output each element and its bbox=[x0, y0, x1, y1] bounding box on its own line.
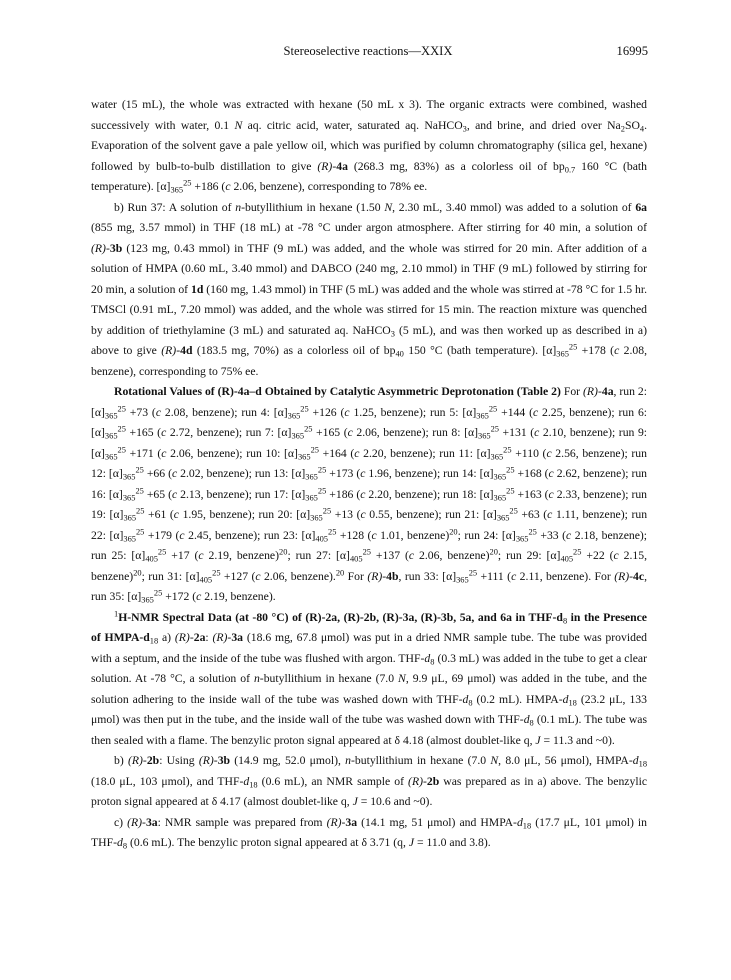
superscript-text: 25 bbox=[212, 566, 221, 577]
text-run: , run 2: [α] bbox=[91, 385, 647, 419]
text-run: +172 ( bbox=[162, 590, 197, 603]
superscript-text: 25 bbox=[468, 566, 478, 577]
subscript-text: 365 bbox=[122, 471, 136, 482]
bold-text: 4a bbox=[601, 385, 614, 398]
superscript-text: 25 bbox=[506, 484, 515, 495]
subscript-text: 18 bbox=[568, 697, 577, 708]
subscript-text: 365 bbox=[476, 410, 489, 421]
text-run: - bbox=[422, 774, 427, 788]
text-run: 2.06, benzene); run 8: [α] bbox=[352, 426, 478, 439]
text-run: +17 ( bbox=[166, 549, 199, 562]
italic-text: c bbox=[155, 405, 162, 419]
text-run: , 8.0 μL, 56 μmol), HMPA- bbox=[498, 754, 633, 767]
subscript-text: 365 bbox=[297, 451, 311, 462]
subscript-text: 365 bbox=[123, 512, 137, 523]
italic-text: c bbox=[173, 508, 179, 521]
bold-text: 2b bbox=[426, 774, 440, 788]
italic-text: d bbox=[523, 713, 530, 726]
text-run: +144 ( bbox=[497, 405, 533, 419]
text-run: +165 ( bbox=[312, 426, 348, 439]
text-run: +168 ( bbox=[514, 467, 549, 480]
superscript-text: 25 bbox=[117, 443, 126, 454]
paragraph-workup-4a bbox=[91, 95, 647, 198]
italic-text: n bbox=[345, 754, 352, 767]
superscript-text: 25 bbox=[328, 525, 337, 536]
page-header bbox=[88, 44, 648, 64]
italic-text: d bbox=[243, 774, 250, 788]
text-run: was prepared as in a) above. The benzylic proton signal appeared at δ 4.17 (almost doublet-like q, bbox=[91, 774, 648, 808]
text-run: c) bbox=[114, 815, 128, 829]
text-run: +171 ( bbox=[125, 446, 162, 460]
text-run: 0.55, benzene); run 21: [α] bbox=[365, 508, 497, 521]
text-run: : bbox=[205, 631, 213, 644]
italic-text: (R) bbox=[174, 631, 190, 644]
bold-text: 4c bbox=[633, 569, 645, 583]
text-run: SO bbox=[624, 118, 640, 132]
subscript-text: 8 bbox=[529, 717, 534, 728]
text-run: b) bbox=[114, 754, 128, 767]
subscript-text: 365 bbox=[477, 430, 491, 441]
text-run: - bbox=[142, 754, 147, 767]
bold-text: 3a bbox=[145, 815, 158, 829]
subscript-text: 365 bbox=[310, 512, 323, 523]
page-number: 16995 bbox=[616, 44, 648, 58]
text-run: 2.72, benzene); run 7: [α] bbox=[166, 426, 292, 439]
italic-text: c bbox=[347, 426, 353, 439]
subscript-text: 0.7 bbox=[564, 164, 576, 175]
text-run: - bbox=[213, 754, 218, 767]
subscript-text: 405 bbox=[145, 553, 158, 564]
text-run: +179 ( bbox=[144, 528, 180, 542]
text-run: a) bbox=[158, 631, 175, 644]
subscript-text: 365 bbox=[305, 492, 318, 503]
subscript-text: 2 bbox=[620, 123, 625, 134]
text-run: +137 ( bbox=[370, 549, 409, 562]
superscript-text: 25 bbox=[568, 341, 578, 352]
text-run: : Using bbox=[159, 754, 199, 767]
subscript-text: 365 bbox=[493, 492, 507, 503]
italic-text: c bbox=[179, 528, 185, 542]
paragraph-nmr-2b bbox=[91, 751, 647, 813]
superscript-text: 25 bbox=[317, 484, 327, 495]
text-run: , 2.30 mL, 3.40 mmol) was added to a solution of bbox=[392, 200, 636, 214]
subscript-text: 8 bbox=[468, 697, 473, 708]
text-run: +128 ( bbox=[336, 528, 372, 542]
subscript-text: 4 bbox=[639, 123, 645, 134]
text-run: (23.2 μL, 133 μmol) was then put in the tube, and the inside wall of the tube was washed down with THF- bbox=[91, 692, 647, 726]
text-run: +111 ( bbox=[477, 569, 512, 583]
superscript-text: 25 bbox=[317, 464, 327, 475]
superscript-text: 25 bbox=[136, 505, 145, 516]
text-run: 2.02, benzene); run 13: [α] bbox=[177, 467, 306, 480]
subscript-text: 365 bbox=[515, 533, 529, 544]
paragraph-rotational-values bbox=[91, 382, 647, 608]
text-run: +61 ( bbox=[144, 508, 174, 521]
superscript-text: 20 bbox=[489, 546, 498, 557]
superscript-text: 20 bbox=[279, 546, 288, 557]
superscript-text: 25 bbox=[183, 177, 192, 188]
text-run: ; run 29: [α] bbox=[497, 549, 561, 562]
text-run: (0.2 mL). HMPA- bbox=[472, 692, 563, 706]
article-body bbox=[91, 95, 647, 854]
text-run: (0.6 mL), an NMR sample of bbox=[257, 774, 409, 788]
text-run: (855 mg, 3.57 mmol) in THF (18 mL) at -78 °C under argon atmosphere. After stirring for 40 min, a solution of bbox=[91, 221, 647, 234]
paragraph-nmr-3a bbox=[91, 813, 647, 854]
text-run: (17.7 μL, 101 μmol) in THF- bbox=[91, 815, 647, 849]
text-run: +164 ( bbox=[318, 446, 355, 460]
subscript-text: 365 bbox=[122, 492, 136, 503]
subscript-text: 18 bbox=[522, 820, 532, 831]
italic-text: d bbox=[516, 815, 523, 829]
superscript-text: 25 bbox=[135, 464, 144, 475]
text-run: +13 ( bbox=[331, 508, 361, 521]
italic-text: c bbox=[566, 528, 572, 542]
text-run: 1.11, benzene); run 22: [α] bbox=[91, 508, 648, 542]
subscript-text: 365 bbox=[123, 533, 136, 544]
bold-text: 3a bbox=[231, 631, 244, 644]
subscript-text: 365 bbox=[493, 471, 507, 482]
text-run: +22 ( bbox=[581, 549, 614, 562]
text-run: 2.25, benzene); run 6: [α] bbox=[91, 405, 648, 439]
superscript-text: 25 bbox=[506, 464, 515, 475]
bold-text: 2b bbox=[146, 754, 160, 767]
italic-text: (R) bbox=[91, 241, 106, 255]
text-run: 1.96, benzene); run 14: [α] bbox=[365, 467, 494, 480]
subscript-text: 365 bbox=[104, 430, 118, 441]
italic-text: c bbox=[548, 487, 554, 501]
italic-text: (R) bbox=[127, 815, 143, 829]
subscript-text: 365 bbox=[170, 184, 184, 195]
text-run: 160 °C (bath temperature). [α] bbox=[91, 159, 648, 193]
subscript-text: 365 bbox=[305, 471, 318, 482]
italic-text: N bbox=[234, 118, 243, 132]
text-run: ; run 27: [α] bbox=[287, 549, 350, 562]
italic-text: (R) bbox=[583, 385, 598, 398]
bold-text: in the Presence of HMPA-d bbox=[91, 610, 647, 644]
italic-text: J bbox=[408, 836, 415, 849]
text-run: (123 mg, 0.43 mmol) in THF (9 mL) was added, and the whole was stirred for 20 min. After addition of a solution of HMPA (0.60 mL, 3.40 mmol) and DABCO (240 mg, 2.10 mmol) in THF (9 mL) followed by stirring for 20 min, a solution of bbox=[91, 241, 647, 296]
italic-text: c bbox=[534, 426, 540, 439]
text-run: = 10.6 and ~0). bbox=[357, 795, 433, 808]
italic-text: (R) bbox=[127, 754, 143, 767]
subscript-text: 365 bbox=[291, 430, 305, 441]
italic-text: (R) bbox=[198, 754, 214, 767]
superscript-text: 25 bbox=[300, 402, 309, 413]
subscript-text: 405 bbox=[199, 574, 213, 585]
text-run: 2.19, benzene). bbox=[201, 590, 276, 603]
text-run: - bbox=[142, 815, 146, 829]
bold-text: 4b bbox=[386, 569, 399, 583]
text-run: 1.01, benzene) bbox=[376, 528, 450, 542]
text-run: 2.08, benzene); run 4: [α] bbox=[161, 405, 288, 419]
text-run: +186 ( bbox=[326, 487, 361, 501]
italic-text: N bbox=[398, 672, 406, 685]
text-run: 2.20, benzene); run 11: [α] bbox=[359, 446, 491, 460]
text-run: +126 ( bbox=[308, 405, 345, 419]
italic-text: c bbox=[511, 569, 517, 583]
italic-text: (R) bbox=[326, 815, 342, 829]
subscript-text: 365 bbox=[287, 410, 301, 421]
bold-text: 4a bbox=[336, 159, 348, 173]
paragraph-run-37 bbox=[91, 198, 647, 383]
text-run: ; run 31: [α] bbox=[141, 569, 200, 583]
superscript-text: 25 bbox=[509, 505, 518, 516]
text-run: +186 ( bbox=[191, 180, 226, 193]
text-run: +66 ( bbox=[143, 467, 172, 480]
italic-text: J bbox=[535, 733, 541, 747]
text-run: 1.25, benzene); run 5: [α] bbox=[349, 405, 477, 419]
subscript-text: 8 bbox=[122, 840, 128, 851]
italic-text: c bbox=[532, 405, 539, 419]
superscript-text: 25 bbox=[573, 546, 582, 557]
text-run: - bbox=[105, 241, 110, 255]
subscript-text: 405 bbox=[315, 533, 328, 544]
italic-text: (R) bbox=[317, 159, 333, 173]
italic-text: c bbox=[360, 508, 366, 521]
italic-text: d bbox=[562, 692, 569, 706]
text-run: 2.18, benzene); run 25: [α] bbox=[91, 528, 648, 562]
superscript-text: 25 bbox=[488, 402, 498, 413]
text-run: -butyllithium in hexane (7.0 bbox=[259, 672, 399, 685]
text-run: +65 ( bbox=[143, 487, 172, 501]
text-run: 2.20, benzene); run 18: [α] bbox=[365, 487, 494, 501]
text-run: 2.11, benzene). For bbox=[516, 569, 615, 583]
italic-text: c bbox=[548, 467, 554, 480]
superscript-text: 25 bbox=[490, 423, 499, 434]
italic-text: d bbox=[632, 754, 639, 767]
superscript-text: 25 bbox=[117, 423, 126, 434]
text-run: , and brine, and dried over Na bbox=[466, 118, 621, 132]
text-run: (183.5 mg, 70%) as a colorless oil of bp bbox=[192, 344, 396, 357]
text-run: - bbox=[332, 159, 337, 173]
superscript-text: 25 bbox=[157, 546, 167, 557]
subscript-text: 3 bbox=[462, 123, 467, 134]
italic-text: c bbox=[171, 487, 178, 501]
text-run: 1.95, benzene); run 20: [α] bbox=[178, 508, 311, 521]
superscript-text: 25 bbox=[310, 443, 319, 454]
text-run: - bbox=[597, 385, 602, 398]
text-run: +110 ( bbox=[511, 446, 547, 460]
italic-text: N bbox=[490, 754, 499, 767]
subscript-text: 365 bbox=[456, 574, 469, 585]
italic-text: c bbox=[255, 569, 261, 583]
text-run: : NMR sample was prepared from bbox=[157, 815, 327, 829]
subscript-text: 40 bbox=[395, 348, 404, 359]
paragraph-nmr-2a bbox=[91, 608, 647, 752]
text-run: +178 ( bbox=[577, 344, 615, 357]
superscript-text: 20 bbox=[133, 566, 142, 577]
text-run: +73 ( bbox=[125, 405, 156, 419]
text-run: 2.45, benzene); run 23: [α] bbox=[184, 528, 316, 542]
italic-text: c bbox=[161, 426, 167, 439]
bold-text: 1d bbox=[191, 282, 204, 296]
bold-text: 3a bbox=[345, 815, 358, 829]
superscript-text: 20 bbox=[449, 525, 458, 536]
text-run: 2.06, benzene), corresponding to 78% ee. bbox=[230, 180, 428, 193]
italic-text: c bbox=[360, 487, 366, 501]
text-run: 2.19, benzene) bbox=[203, 549, 280, 562]
italic-text: J bbox=[352, 795, 358, 808]
text-run: - bbox=[189, 631, 194, 644]
superscript-text: 25 bbox=[503, 443, 512, 454]
text-run: (0.3 mL) was added in the tube to get a clear solution. At -78 °C, a solution of bbox=[91, 651, 647, 685]
subscript-text: 18 bbox=[149, 635, 159, 646]
subscript-text: 3 bbox=[390, 328, 395, 339]
italic-text: c bbox=[196, 590, 202, 603]
text-run: 2.06, benzene). bbox=[260, 569, 336, 583]
text-run: (0.1 mL). The tube was then sealed with a flame. The benzylic proton signal appeared at δ 4.18 (almost doublet-like q, bbox=[91, 713, 647, 747]
italic-text: c bbox=[408, 549, 415, 562]
italic-text: (R) bbox=[212, 631, 228, 644]
text-run: - bbox=[629, 569, 634, 583]
italic-text: c bbox=[613, 549, 619, 562]
bold-text: 2a bbox=[193, 631, 206, 644]
bold-text: 3b bbox=[217, 754, 231, 767]
bold-text: 4d bbox=[180, 344, 193, 357]
text-run: , 9.9 μL, 69 μmol) was added in the tube, and the solution adhering to the inside wall of the tube was washed down with THF- bbox=[91, 672, 647, 706]
italic-text: d bbox=[462, 692, 469, 706]
text-run: 2.08, benzene), corresponding to 75% ee. bbox=[91, 344, 648, 378]
text-run: = 11.3 and ~0). bbox=[540, 733, 615, 747]
superscript-text: 25 bbox=[362, 546, 371, 557]
text-run: = 11.0 and 3.8). bbox=[414, 836, 491, 849]
text-run: ; run 24: [α] bbox=[457, 528, 516, 542]
text-run: -butyllithium in hexane (7.0 bbox=[351, 754, 491, 767]
text-run: (268.3 mg, 83%) as a colorless oil of bp bbox=[347, 159, 565, 173]
italic-text: (R) bbox=[408, 774, 423, 788]
text-run: -butyllithium in hexane (1.50 bbox=[241, 200, 385, 214]
italic-text: c bbox=[371, 528, 377, 542]
superscript-text: 25 bbox=[135, 525, 145, 536]
text-run: (14.1 mg, 51 μmol) and HMPA- bbox=[357, 815, 517, 829]
text-run: (18.6 mg, 67.8 μmol) was put in a dried NMR sample tube. The tube was provided with a septum, and the inside of the tube was flushed with argon. THF- bbox=[91, 631, 647, 665]
italic-text: c bbox=[344, 405, 350, 419]
subscript-text: 18 bbox=[638, 758, 648, 769]
subscript-text: 405 bbox=[560, 553, 574, 564]
text-run: +165 ( bbox=[125, 426, 162, 439]
text-run: 150 °C (bath temperature). [α] bbox=[403, 344, 557, 357]
italic-text: n bbox=[235, 200, 242, 214]
text-run: (5 mL), and was then worked up as described in a) above to give bbox=[91, 323, 647, 357]
italic-text: c bbox=[360, 467, 366, 480]
text-run: - bbox=[176, 344, 181, 357]
italic-text: c bbox=[171, 467, 178, 480]
text-run: aq. citric acid, water, saturated aq. NaHCO bbox=[242, 118, 463, 132]
text-run: (0.6 mL). The benzylic proton signal appeared at δ 3.71 (q, bbox=[127, 836, 409, 849]
text-run: 2.10, benzene); run 9: [α] bbox=[91, 426, 648, 460]
text-run: (160 mg, 1.43 mmol) in THF (5 mL) was added and the whole was stirred at -78 °C for 1.5 hr. TMSCl (0.91 mL, 7.20 mmol) was added, and the whole was stirred for 15 min. The reaction mixture was quenched by addition of triethylamine (3 mL) and saturated aq. NaHCO bbox=[91, 282, 647, 337]
superscript-text: 25 bbox=[322, 505, 332, 516]
superscript-text: 25 bbox=[117, 402, 126, 413]
bold-text: H-NMR Spectral Data (at -80 °C) of (R)-2a, (R)-2b, (R)-3a, (R)-3b, 5a, and 6a in THF-d bbox=[118, 610, 563, 624]
text-run: 2.13, benzene); run 17: [α] bbox=[177, 487, 306, 501]
superscript-text: 25 bbox=[153, 587, 163, 598]
text-run: For bbox=[344, 569, 368, 583]
italic-text: d bbox=[116, 836, 123, 849]
subscript-text: 8 bbox=[562, 615, 568, 626]
subscript-text: 365 bbox=[104, 410, 118, 421]
text-run: b) Run 37: A solution of bbox=[114, 200, 236, 214]
text-run: +173 ( bbox=[326, 467, 361, 480]
text-run: - bbox=[227, 631, 232, 644]
italic-text: (R) bbox=[614, 569, 630, 583]
text-run: - bbox=[382, 569, 387, 583]
superscript-text: 25 bbox=[528, 525, 537, 536]
superscript-text: 25 bbox=[135, 484, 144, 495]
subscript-text: 365 bbox=[490, 451, 504, 462]
bold-text: 3b bbox=[109, 241, 123, 255]
italic-text: (R) bbox=[367, 569, 383, 583]
italic-text: c bbox=[198, 549, 204, 562]
italic-text: c bbox=[547, 508, 553, 521]
text-run: 2.15, benzene) bbox=[91, 549, 648, 583]
text-run: , run 33: [α] bbox=[398, 569, 457, 583]
text-run: (14.9 mg, 52.0 μmol), bbox=[230, 754, 346, 767]
italic-text: c bbox=[614, 344, 620, 357]
superscript-text: 20 bbox=[335, 566, 345, 577]
text-run: water (15 mL), the whole was extracted with hexane (50 mL x 3). The organic extracts were combined, washed successively with water, 0.1 bbox=[91, 98, 647, 132]
italic-text: (R) bbox=[161, 344, 177, 357]
italic-text: c bbox=[354, 446, 360, 460]
text-run: . Evaporation of the solvent gave a pale yellow oil, which was purified by column chromatography (silica gel, hexane) followed by bulb-to-bulb distillation to give bbox=[91, 118, 648, 173]
subscript-text: 405 bbox=[349, 553, 363, 564]
italic-text: n bbox=[253, 672, 260, 685]
text-run: 2.33, benzene); run 19: [α] bbox=[91, 487, 648, 521]
text-run: +63 ( bbox=[517, 508, 548, 521]
text-run: +127 ( bbox=[220, 569, 256, 583]
bold-text: 6a bbox=[635, 200, 647, 214]
subscript-text: 365 bbox=[496, 512, 510, 523]
italic-text: c bbox=[546, 446, 552, 460]
subscript-text: 365 bbox=[104, 451, 118, 462]
text-run: 2.56, benzene); run 12: [α] bbox=[91, 446, 647, 480]
text-run: - bbox=[341, 815, 346, 829]
subscript-text: 18 bbox=[249, 779, 258, 790]
superscript-text: 25 bbox=[304, 423, 313, 434]
text-run: +163 ( bbox=[514, 487, 549, 501]
text-run: +131 ( bbox=[499, 426, 535, 439]
text-run: , run 35: [α] bbox=[91, 569, 647, 603]
subscript-text: 8 bbox=[430, 656, 435, 667]
italic-text: c bbox=[225, 180, 231, 193]
text-run: 2.06, benzene) bbox=[414, 549, 490, 562]
text-run: 2.06, benzene); run 10: [α] bbox=[166, 446, 298, 460]
text-run: For bbox=[560, 385, 583, 398]
subscript-text: 365 bbox=[556, 348, 569, 359]
italic-text: N bbox=[384, 200, 393, 214]
text-run: (18.0 μL, 103 μmol), and THF- bbox=[91, 774, 244, 788]
bold-text: Rotational Values of (R)-4a–d Obtained by Catalytic Asymmetric Deprotonation (Table 2) bbox=[114, 385, 561, 398]
text-run: 2.62, benzene); run 16: [α] bbox=[91, 467, 648, 501]
superscript-text: 1 bbox=[114, 607, 119, 618]
text-run: +33 ( bbox=[536, 528, 567, 542]
subscript-text: 365 bbox=[141, 594, 154, 605]
italic-text: c bbox=[161, 446, 167, 460]
running-title: Stereoselective reactions—XXIX bbox=[283, 44, 453, 58]
italic-text: d bbox=[424, 651, 431, 665]
